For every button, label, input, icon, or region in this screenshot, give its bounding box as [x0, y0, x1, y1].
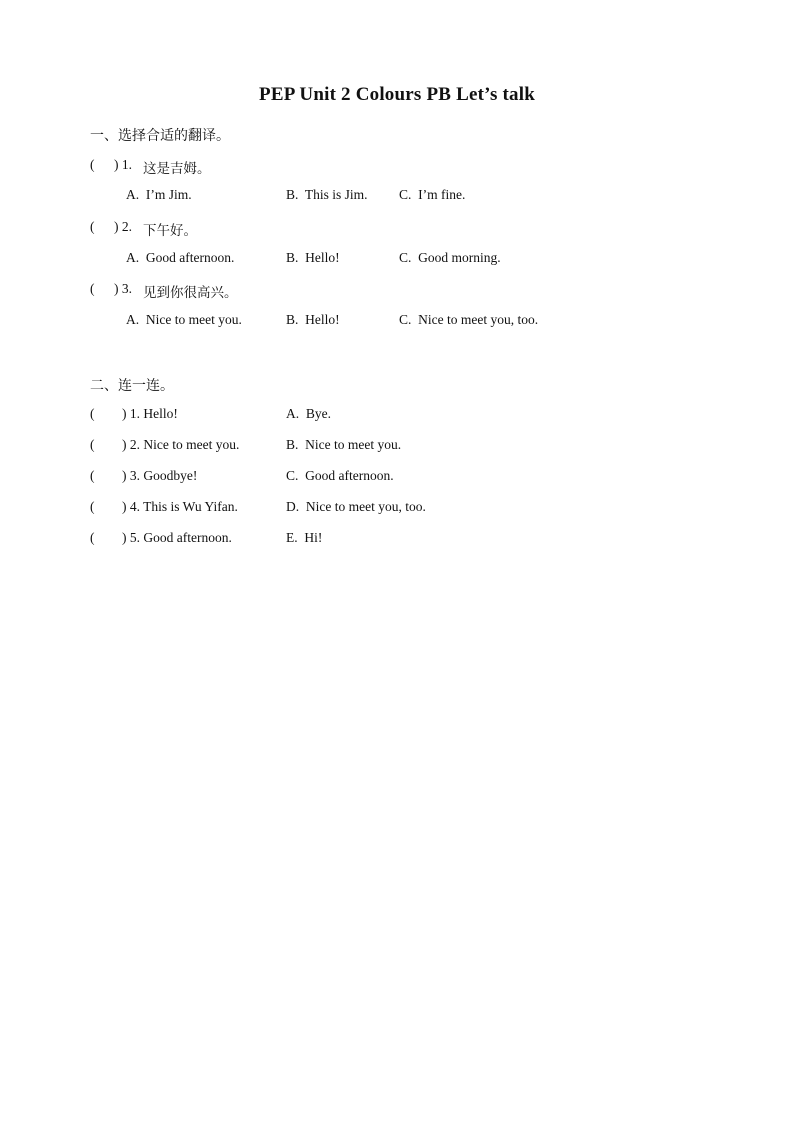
match-right-item: A. Bye.	[286, 406, 331, 421]
section2-heading: 二、连一连。	[90, 378, 174, 394]
option-c: C. I’m fine.	[399, 187, 466, 202]
answer-paren-open: (	[90, 281, 95, 296]
question-number: ) 1.	[114, 157, 132, 172]
answer-paren-open: (	[90, 219, 95, 234]
question-number: ) 2.	[114, 219, 132, 234]
question-prompt: 这是吉姆。	[143, 161, 211, 177]
option-b: B. This is Jim.	[286, 187, 368, 202]
option-c: C. Nice to meet you, too.	[399, 312, 539, 327]
match-left-item: ) 3. Goodbye!	[122, 468, 198, 483]
option-a: A. I’m Jim.	[126, 187, 192, 202]
option-c: C. Good morning.	[399, 250, 501, 265]
answer-paren-open: (	[90, 157, 95, 172]
answer-paren-open: (	[90, 406, 95, 421]
match-right-item: C. Good afternoon.	[286, 468, 394, 483]
question-number: ) 3.	[114, 281, 132, 296]
answer-paren-open: (	[90, 499, 95, 514]
answer-paren-open: (	[90, 437, 95, 452]
match-right-item: E. Hi!	[286, 530, 323, 545]
question-prompt: 下午好。	[143, 223, 197, 239]
section1-heading: 一、选择合适的翻译。	[90, 128, 230, 144]
question-prompt: 见到你很高兴。	[143, 285, 238, 301]
match-left-item: ) 2. Nice to meet you.	[122, 437, 240, 452]
match-left-item: ) 4. This is Wu Yifan.	[122, 499, 238, 514]
match-left-item: ) 1. Hello!	[122, 406, 178, 421]
option-a: A. Good afternoon.	[126, 250, 235, 265]
match-right-item: B. Nice to meet you.	[286, 437, 402, 452]
match-right-item: D. Nice to meet you, too.	[286, 499, 426, 514]
option-a: A. Nice to meet you.	[126, 312, 242, 327]
answer-paren-open: (	[90, 468, 95, 483]
match-left-item: ) 5. Good afternoon.	[122, 530, 232, 545]
option-b: B. Hello!	[286, 250, 340, 265]
worksheet-title: PEP Unit 2 Colours PB Let’s talk	[259, 84, 535, 105]
answer-paren-open: (	[90, 530, 95, 545]
option-b: B. Hello!	[286, 312, 340, 327]
